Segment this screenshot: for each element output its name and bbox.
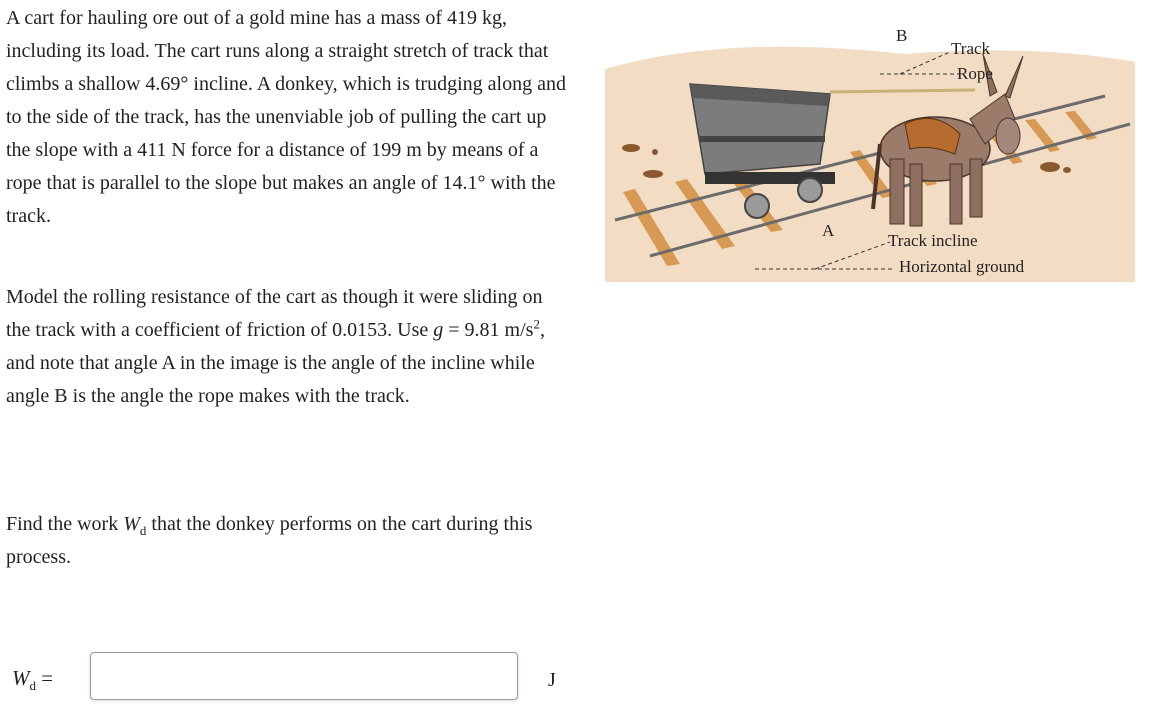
label-track-incline: Track incline	[888, 231, 978, 250]
label-rope: Rope	[957, 64, 993, 83]
answer-label: $W_d$ =	[12, 666, 54, 694]
donkey-cart-figure	[605, 24, 1135, 284]
answer-row	[10, 652, 570, 704]
problem-paragraph-1: A cart for hauling ore out of a gold mine has a mass of 419 kg, including its load. The cart runs along a straight stretch of track that climbs a shallow 4.69° incline. A donkey, which is trudging along and to the side of the track, has the unenviable job of pulling the cart up the slope with a 411 N force for a distance of 199 m by means of a rope that is parallel to the slope but makes an angle of 14.1° with the track.	[6, 7, 566, 227]
label-track: Track	[951, 39, 991, 58]
label-b: B	[896, 26, 908, 45]
label-horizontal-ground: Horizontal ground	[899, 257, 1025, 276]
answer-input[interactable]	[90, 652, 518, 700]
unit-label: J	[548, 669, 556, 691]
question-paragraph: Find the work $W_d$ that the donkey performs on the cart during this process.	[6, 513, 533, 568]
rope	[830, 90, 975, 92]
label-a: A	[822, 221, 835, 240]
problem-paragraph-2: Model the rolling resistance of the cart as though it were sliding on the track with a coefficient of friction of 0.0153. Use g = 9.81 $m/s^2$, and note that angle A in the image is the angle of the incline while angle B is the angle the rope makes with the track.	[6, 286, 545, 407]
